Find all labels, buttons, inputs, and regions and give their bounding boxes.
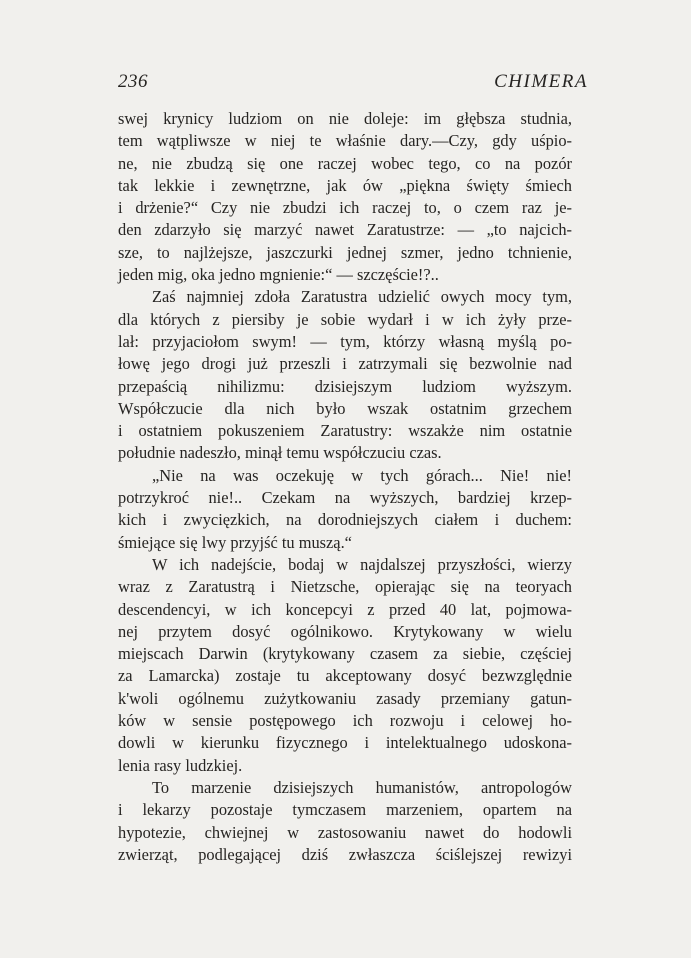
text-line: W ich nadejście, bodaj w najdalszej przyszłości, wierzy (152, 554, 572, 574)
text-line: jeden mig, oka jedno mgnienie:“ — szczęście!?.. (118, 265, 439, 285)
text-line: Zaś najmniej zdoła Zaratustra udzielić owych mocy tym, (152, 287, 572, 307)
text-line: hypotezie, chwiejnej w zastosowaniu nawet do hodowli (118, 822, 572, 842)
text-line: k'woli ogólnemu zużytkowaniu zasady przemiany gatun- (118, 688, 572, 708)
text-line: kich i zwycięzkich, na dorodniejszych ciałem i duchem: (118, 510, 572, 530)
text-line: To marzenie dzisiejszych humanistów, antropologów (152, 777, 572, 797)
text-line: „Nie na was oczekuję w tych górach... Nie! nie! (152, 465, 572, 485)
text-line: potrzykroć nie!.. Czekam na wyższych, bardziej krzep- (118, 488, 572, 508)
text-line: sze, to najlżejsze, jaszczurki jednej szmer, jedno tchnienie, (118, 242, 572, 262)
text-line: i lekarzy pozostaje tymczasem marzeniem, opartem na (118, 800, 572, 820)
page-number: 236 (118, 71, 148, 92)
body-text (118, 108, 572, 866)
text-line: tak lekkie i zewnętrzne, jak ów „piękna święty śmiech (118, 175, 572, 195)
running-title: CHIMERA (494, 71, 588, 92)
text-line: Współczucie dla nich było wszak ostatnim grzechem (118, 398, 572, 418)
page-header (118, 71, 588, 93)
text-line: miejscach Darwin (krytykowany czasem za siebie, częściej (118, 644, 572, 664)
text-line: lenia rasy ludzkiej. (118, 755, 243, 775)
text-line: śmiejące się lwy przyjść tu muszą.“ (118, 532, 352, 552)
text-line: za Lamarcka) zostaje tu akceptowany dosyć bezwzględnie (118, 666, 572, 686)
text-line: łowę jego drogi już przeszli i zatrzymali się bezwolnie nad (118, 354, 572, 374)
text-line: lał: przyjaciołom swym! — tym, którzy własną myślą po- (118, 331, 572, 351)
text-line: zwierząt, podlegającej dziś zwłaszcza ściślejszej rewizyi (118, 844, 572, 864)
text-line: i ostatniem pokuszeniem Zaratustry: wszakże nim ostatnie (118, 421, 572, 441)
text-line: ne, nie zbudzą się one raczej wobec tego, co na pozór (118, 153, 572, 173)
text-line: dla których z piersiby je sobie wydarł i w ich żyły prze- (118, 309, 572, 329)
text-line: przepaścią nihilizmu: dzisiejszym ludziom wyższym. (118, 376, 572, 396)
text-line: wraz z Zaratustrą i Nietzsche, opierając się na teoryach (118, 577, 572, 597)
text-line: dowli w kierunku fizycznego i intelektualnego udoskona- (118, 733, 572, 753)
text-line: den zdarzyło się marzyć nawet Zaratustrze: — „to najcich- (118, 220, 572, 240)
text-line: tem wątpliwsze w niej te właśnie dary.—Czy, gdy uśpio- (118, 131, 572, 151)
text-line: ków w sensie postępowego ich rozwoju i celowej ho- (118, 711, 572, 731)
text-line: swej krynicy ludziom on nie doleje: im głębsza studnia, (118, 109, 572, 128)
text-line: południe nadeszło, minął temu współczuciu czas. (118, 443, 442, 463)
text-line: descendencyi, w ich koncepcyi z przed 40 lat, pojmowa- (118, 599, 572, 619)
text-line: nej przytem dosyć ogólnikowo. Krytykowany w wielu (118, 621, 572, 641)
text-line: i drżenie?“ Czy nie zbudzi ich raczej to, o czem raz je- (118, 198, 572, 218)
